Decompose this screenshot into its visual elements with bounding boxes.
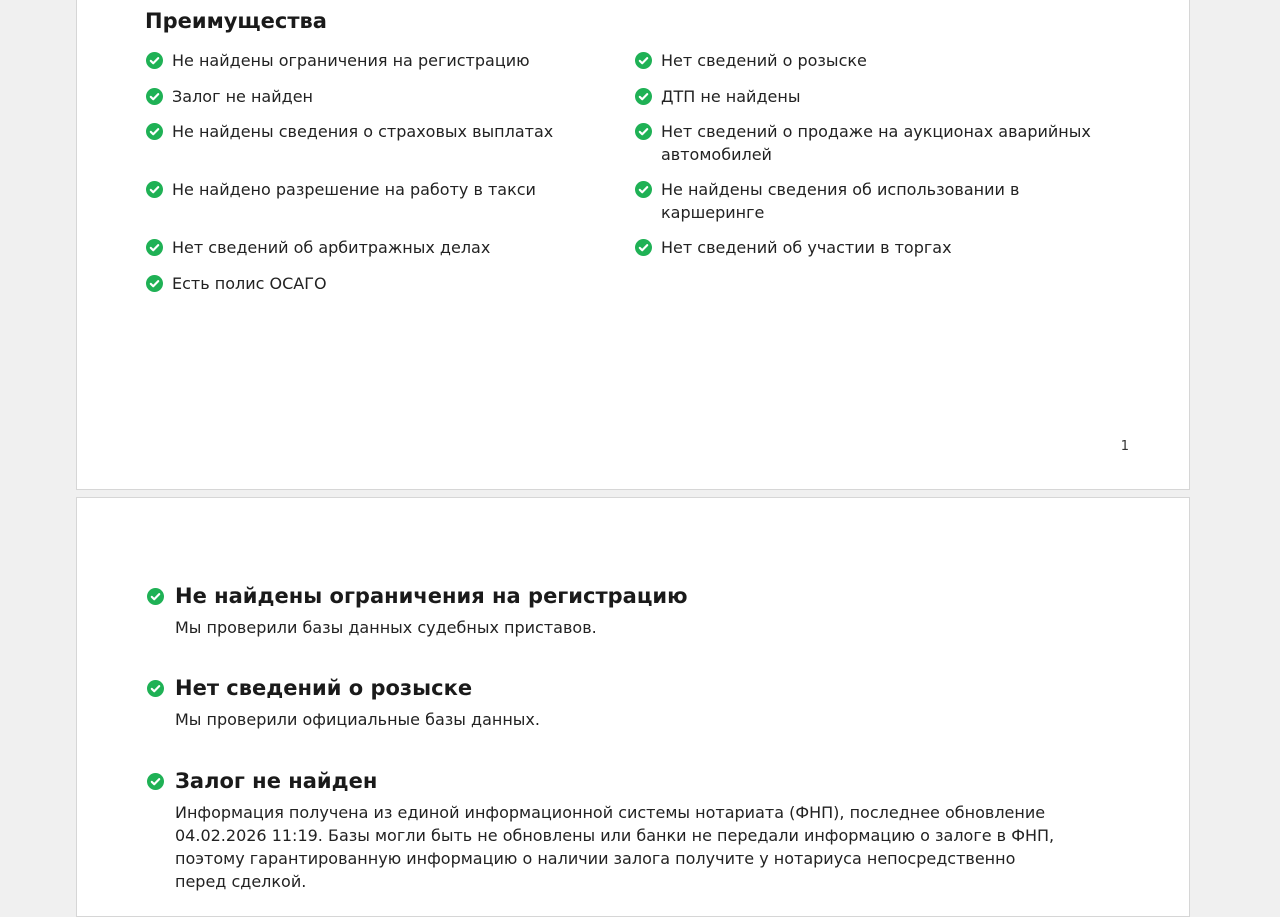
advantage-item bbox=[145, 178, 605, 236]
advantage-label: Не найдено разрешение на работу в такси bbox=[172, 180, 536, 199]
check-circle-icon bbox=[147, 773, 164, 790]
check-circle-icon bbox=[635, 181, 652, 198]
advantage-label: Нет сведений об участии в торгах bbox=[661, 238, 952, 257]
report-page-2 bbox=[76, 497, 1190, 917]
check-circle-icon bbox=[146, 239, 163, 256]
advantage-label: Не найдены сведения об использовании в каршеринге bbox=[661, 180, 1020, 222]
page-number: 1 bbox=[1120, 439, 1129, 454]
advantage-item bbox=[145, 49, 605, 85]
check-circle-icon bbox=[635, 88, 652, 105]
advantage-label: Залог не найден bbox=[172, 87, 313, 106]
check-circle-icon bbox=[147, 588, 164, 605]
detail-section bbox=[145, 767, 1065, 893]
advantage-item bbox=[634, 178, 1114, 236]
check-circle-icon bbox=[635, 52, 652, 69]
report-page-1 bbox=[76, 0, 1190, 490]
detail-description: Мы проверили базы данных судебных приставов. bbox=[175, 618, 597, 637]
detail-description: Информация получена из единой информационной системы нотариата (ФНП), последнее обновление 04.02.2026 11:19. Базы могли быть не обновлены или банки не передали информацию о залоге в ФНП, поэтому гарантированную информацию о наличии залога получите у нотариуса непосредственно перед сделкой. bbox=[175, 803, 1055, 891]
advantage-item bbox=[634, 236, 1114, 272]
detail-title bbox=[145, 767, 1065, 795]
advantage-label: Не найдены сведения о страховых выплатах bbox=[172, 122, 554, 141]
detail-title bbox=[145, 674, 1065, 702]
advantage-label: Нет сведений о продаже на аукционах аварийных автомобилей bbox=[661, 122, 1091, 164]
advantages-title: Преимущества bbox=[145, 9, 327, 33]
detail-title-text: Не найдены ограничения на регистрацию bbox=[175, 584, 688, 608]
advantage-label: Не найдены ограничения на регистрацию bbox=[172, 51, 530, 70]
advantage-label: ДТП не найдены bbox=[661, 87, 801, 106]
advantage-item bbox=[145, 236, 605, 272]
advantage-item bbox=[145, 85, 605, 120]
detail-title-text: Залог не найден bbox=[175, 769, 378, 793]
advantages-list-left bbox=[145, 49, 605, 308]
advantage-item bbox=[634, 85, 1114, 120]
check-circle-icon bbox=[146, 275, 163, 292]
detail-section bbox=[145, 674, 1065, 731]
advantages-list-right bbox=[634, 49, 1114, 272]
check-circle-icon bbox=[146, 181, 163, 198]
detail-title-text: Нет сведений о розыске bbox=[175, 676, 473, 700]
advantage-label: Нет сведений о розыске bbox=[661, 51, 867, 70]
detail-description: Мы проверили официальные базы данных. bbox=[175, 710, 540, 729]
advantage-item bbox=[145, 120, 605, 178]
detail-section bbox=[145, 582, 1065, 639]
check-circle-icon bbox=[147, 680, 164, 697]
advantage-label: Есть полис ОСАГО bbox=[172, 274, 327, 293]
check-circle-icon bbox=[146, 88, 163, 105]
check-circle-icon bbox=[635, 123, 652, 140]
advantage-label: Нет сведений об арбитражных делах bbox=[172, 238, 491, 257]
check-circle-icon bbox=[146, 123, 163, 140]
advantage-item bbox=[634, 120, 1114, 178]
advantage-item bbox=[634, 49, 1114, 85]
check-circle-icon bbox=[146, 52, 163, 69]
advantage-item bbox=[145, 272, 605, 308]
detail-title bbox=[145, 582, 1065, 610]
check-circle-icon bbox=[635, 239, 652, 256]
